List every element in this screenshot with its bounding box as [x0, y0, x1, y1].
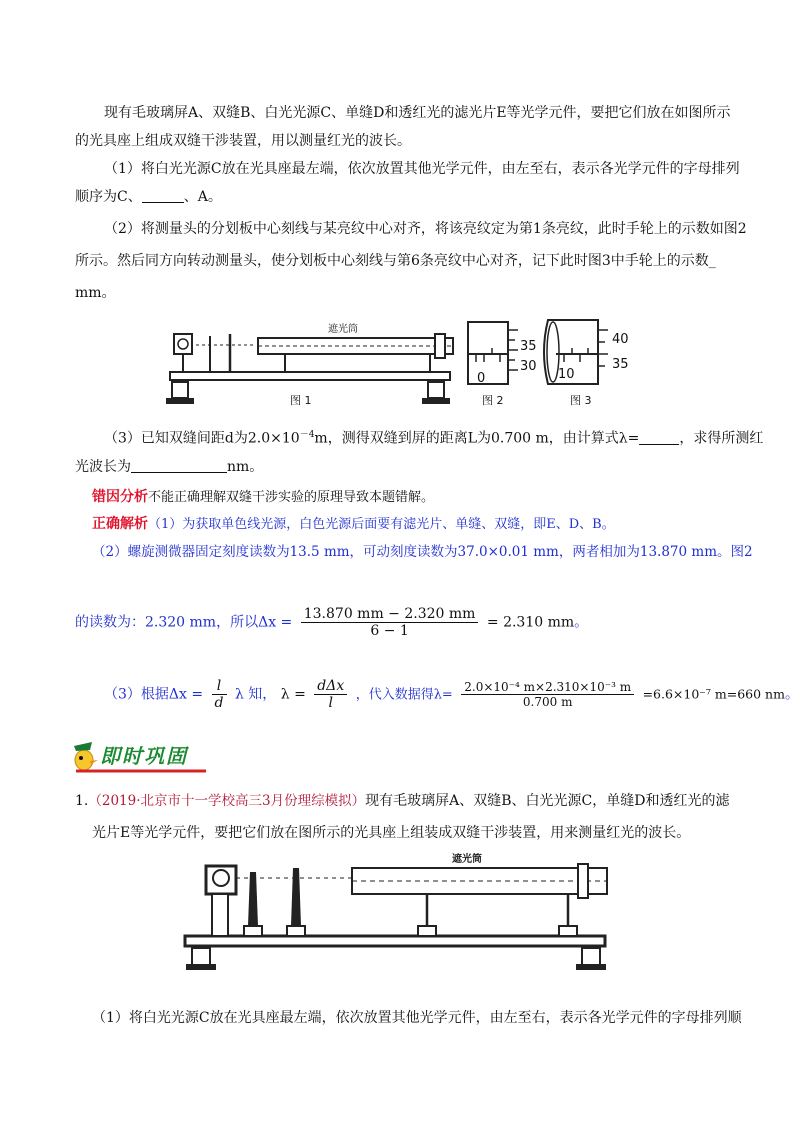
exercise-apparatus-figure — [180, 852, 620, 974]
fig2-tick-30: 30 — [520, 359, 537, 374]
lambda-frac-3 — [461, 680, 634, 709]
light-source — [174, 334, 192, 354]
lambda-equation — [104, 678, 799, 711]
lambda-frac-2-num: dΔx — [314, 678, 347, 695]
fig2-tick-0: 0 — [477, 371, 486, 386]
delta-x-den: 6 − 1 — [370, 623, 409, 639]
q1-line-2 — [75, 187, 222, 207]
q2-line-1: （2）将测量头的分划板中心刻线与某亮纹中心对齐，将该亮纹定为第1条亮纹，此时手轮上的示数如图2 — [104, 221, 747, 237]
exercise-tube-label: 遮光筒 — [452, 854, 482, 865]
intro-line-2: 的光具座上组成双缝干涉装置，用以测量红光的波长。 — [75, 133, 411, 149]
lambda-result: =6.6×10⁻⁷ m=660 nm — [642, 686, 785, 702]
banner-title: 即时巩固 — [100, 744, 188, 768]
delta-x-end: 。 — [574, 614, 589, 631]
intro-line-1: 现有毛玻璃屏A、双缝B、白光光源C、单缝D和透红光的滤光片E等光学元件，要把它们放在如图所示 — [104, 105, 731, 121]
exercise-optical-bench — [185, 936, 605, 946]
delta-x-num: 13.870 mm − 2.320 mm — [301, 606, 479, 623]
lambda-frac-1-den: d — [214, 695, 224, 711]
exercise-source: （2019·北京市十一学校高三3月份理综模拟） — [88, 793, 366, 809]
fig2-caption: 图 2 — [482, 394, 504, 407]
lambda-frac-3-num: 2.0×10⁻⁴ m×2.310×10⁻³ m — [461, 680, 634, 695]
error-text: 不能正确理解双缝干涉实验的原理导致本题错解。 — [148, 490, 435, 505]
optical-bench-rail — [170, 372, 450, 380]
delta-x-pre: 的读数为：2.320 mm，所以Δx = — [75, 614, 293, 631]
micrometer-fig-2 — [468, 322, 537, 407]
fig3-tick-10: 10 — [558, 367, 575, 382]
lambda-frac-2-den: l — [328, 695, 333, 711]
apparatus-figure-1-2-3 — [160, 312, 660, 412]
error-label: 错因分析 — [92, 489, 148, 505]
fig2-tick-35: 35 — [520, 339, 537, 354]
q1-line-1: （1）将白光光源C放在光具座最左端，依次放置其他光学元件，由左至右，表示各光学元件的字母排列 — [104, 161, 740, 177]
q1-line-2b: 、A。 — [183, 189, 222, 205]
q3-line-2b: nm。 — [227, 459, 264, 475]
lambda-frac-2 — [314, 678, 347, 711]
lambda-end: 。 — [784, 686, 799, 703]
q1-answer-blank — [142, 188, 184, 203]
micrometer-fig-3 — [544, 320, 629, 407]
instant-consolidation-banner — [70, 738, 210, 774]
lambda-mid: λ 知， — [234, 686, 277, 703]
q3-line-1c: ，求得所测红 — [679, 430, 764, 447]
q3-exponent: －4 — [299, 430, 315, 440]
lambda-sub: ，代入数据得λ= — [355, 687, 453, 703]
q3-wavelength-blank — [131, 458, 227, 473]
lambda-frac-3-den: 0.700 m — [522, 695, 573, 709]
fig3-tick-40: 40 — [612, 332, 629, 347]
q1-line-2a: 顺序为C、 — [75, 189, 142, 205]
q3-line-1a: （3）已知双缝间距d为2.0×10 — [104, 430, 300, 447]
exercise-1-line-1 — [75, 791, 729, 811]
bird-mascot-icon — [74, 742, 98, 770]
fig3-caption: 图 3 — [570, 394, 592, 407]
q3-line-2a: 光波长为 — [75, 459, 131, 475]
q3-line-2 — [75, 457, 263, 477]
q2-line-3: mm。 — [75, 285, 116, 301]
lambda-pre: （3）根据Δx = — [104, 686, 204, 703]
fig3-tick-35: 35 — [612, 357, 629, 372]
exercise-number: 1. — [75, 793, 89, 809]
q3-line-1 — [104, 425, 763, 449]
exercise-1-line-2: 光片E等光学元件，要把它们放在图所示的光具座上组装成双缝干涉装置，用来测量红光的波长。 — [92, 825, 691, 841]
fig1-caption: 图 1 — [290, 394, 312, 407]
tube-label: 遮光筒 — [328, 324, 358, 335]
lambda-eq: λ = — [280, 686, 306, 703]
q3-formula-blank — [639, 430, 679, 445]
correct-analysis-1 — [92, 514, 615, 535]
correct-part-1: （1）为获取单色线光源，白色光源后面要有滤光片、单缝、双缝，即E、D、B。 — [148, 517, 615, 532]
delta-x-equation — [75, 606, 588, 639]
lambda-frac-1-num: l — [212, 678, 227, 695]
q2-line-2: 所示。然后同方向转动测量头，使分划板中心刻线与第6条亮纹中心对齐，记下此时图3中手轮上的示数_ — [75, 253, 716, 269]
correct-part-2: （2）螺旋测微器固定刻度读数为13.5 mm，可动刻度读数为37.0×0.01 mm，两者相加为13.870 mm。图2 — [92, 544, 753, 560]
exercise-q1-line: （1）将白光光源C放在光具座最左端，依次放置其他光学元件，由左至右，表示各光学元件的字母排列顺 — [92, 1010, 742, 1026]
q3-line-1b: m，测得双缝到屏的距离L为0.700 m，由计算式λ= — [314, 430, 640, 447]
delta-x-result: = 2.310 mm — [486, 614, 575, 631]
exercise-line-1: 现有毛玻璃屏A、双缝B、白光光源C，单缝D和透红光的滤 — [365, 793, 730, 809]
delta-x-fraction — [301, 606, 479, 639]
correct-label: 正确解析 — [92, 516, 148, 532]
error-analysis — [92, 487, 434, 508]
lambda-frac-1 — [212, 678, 227, 711]
